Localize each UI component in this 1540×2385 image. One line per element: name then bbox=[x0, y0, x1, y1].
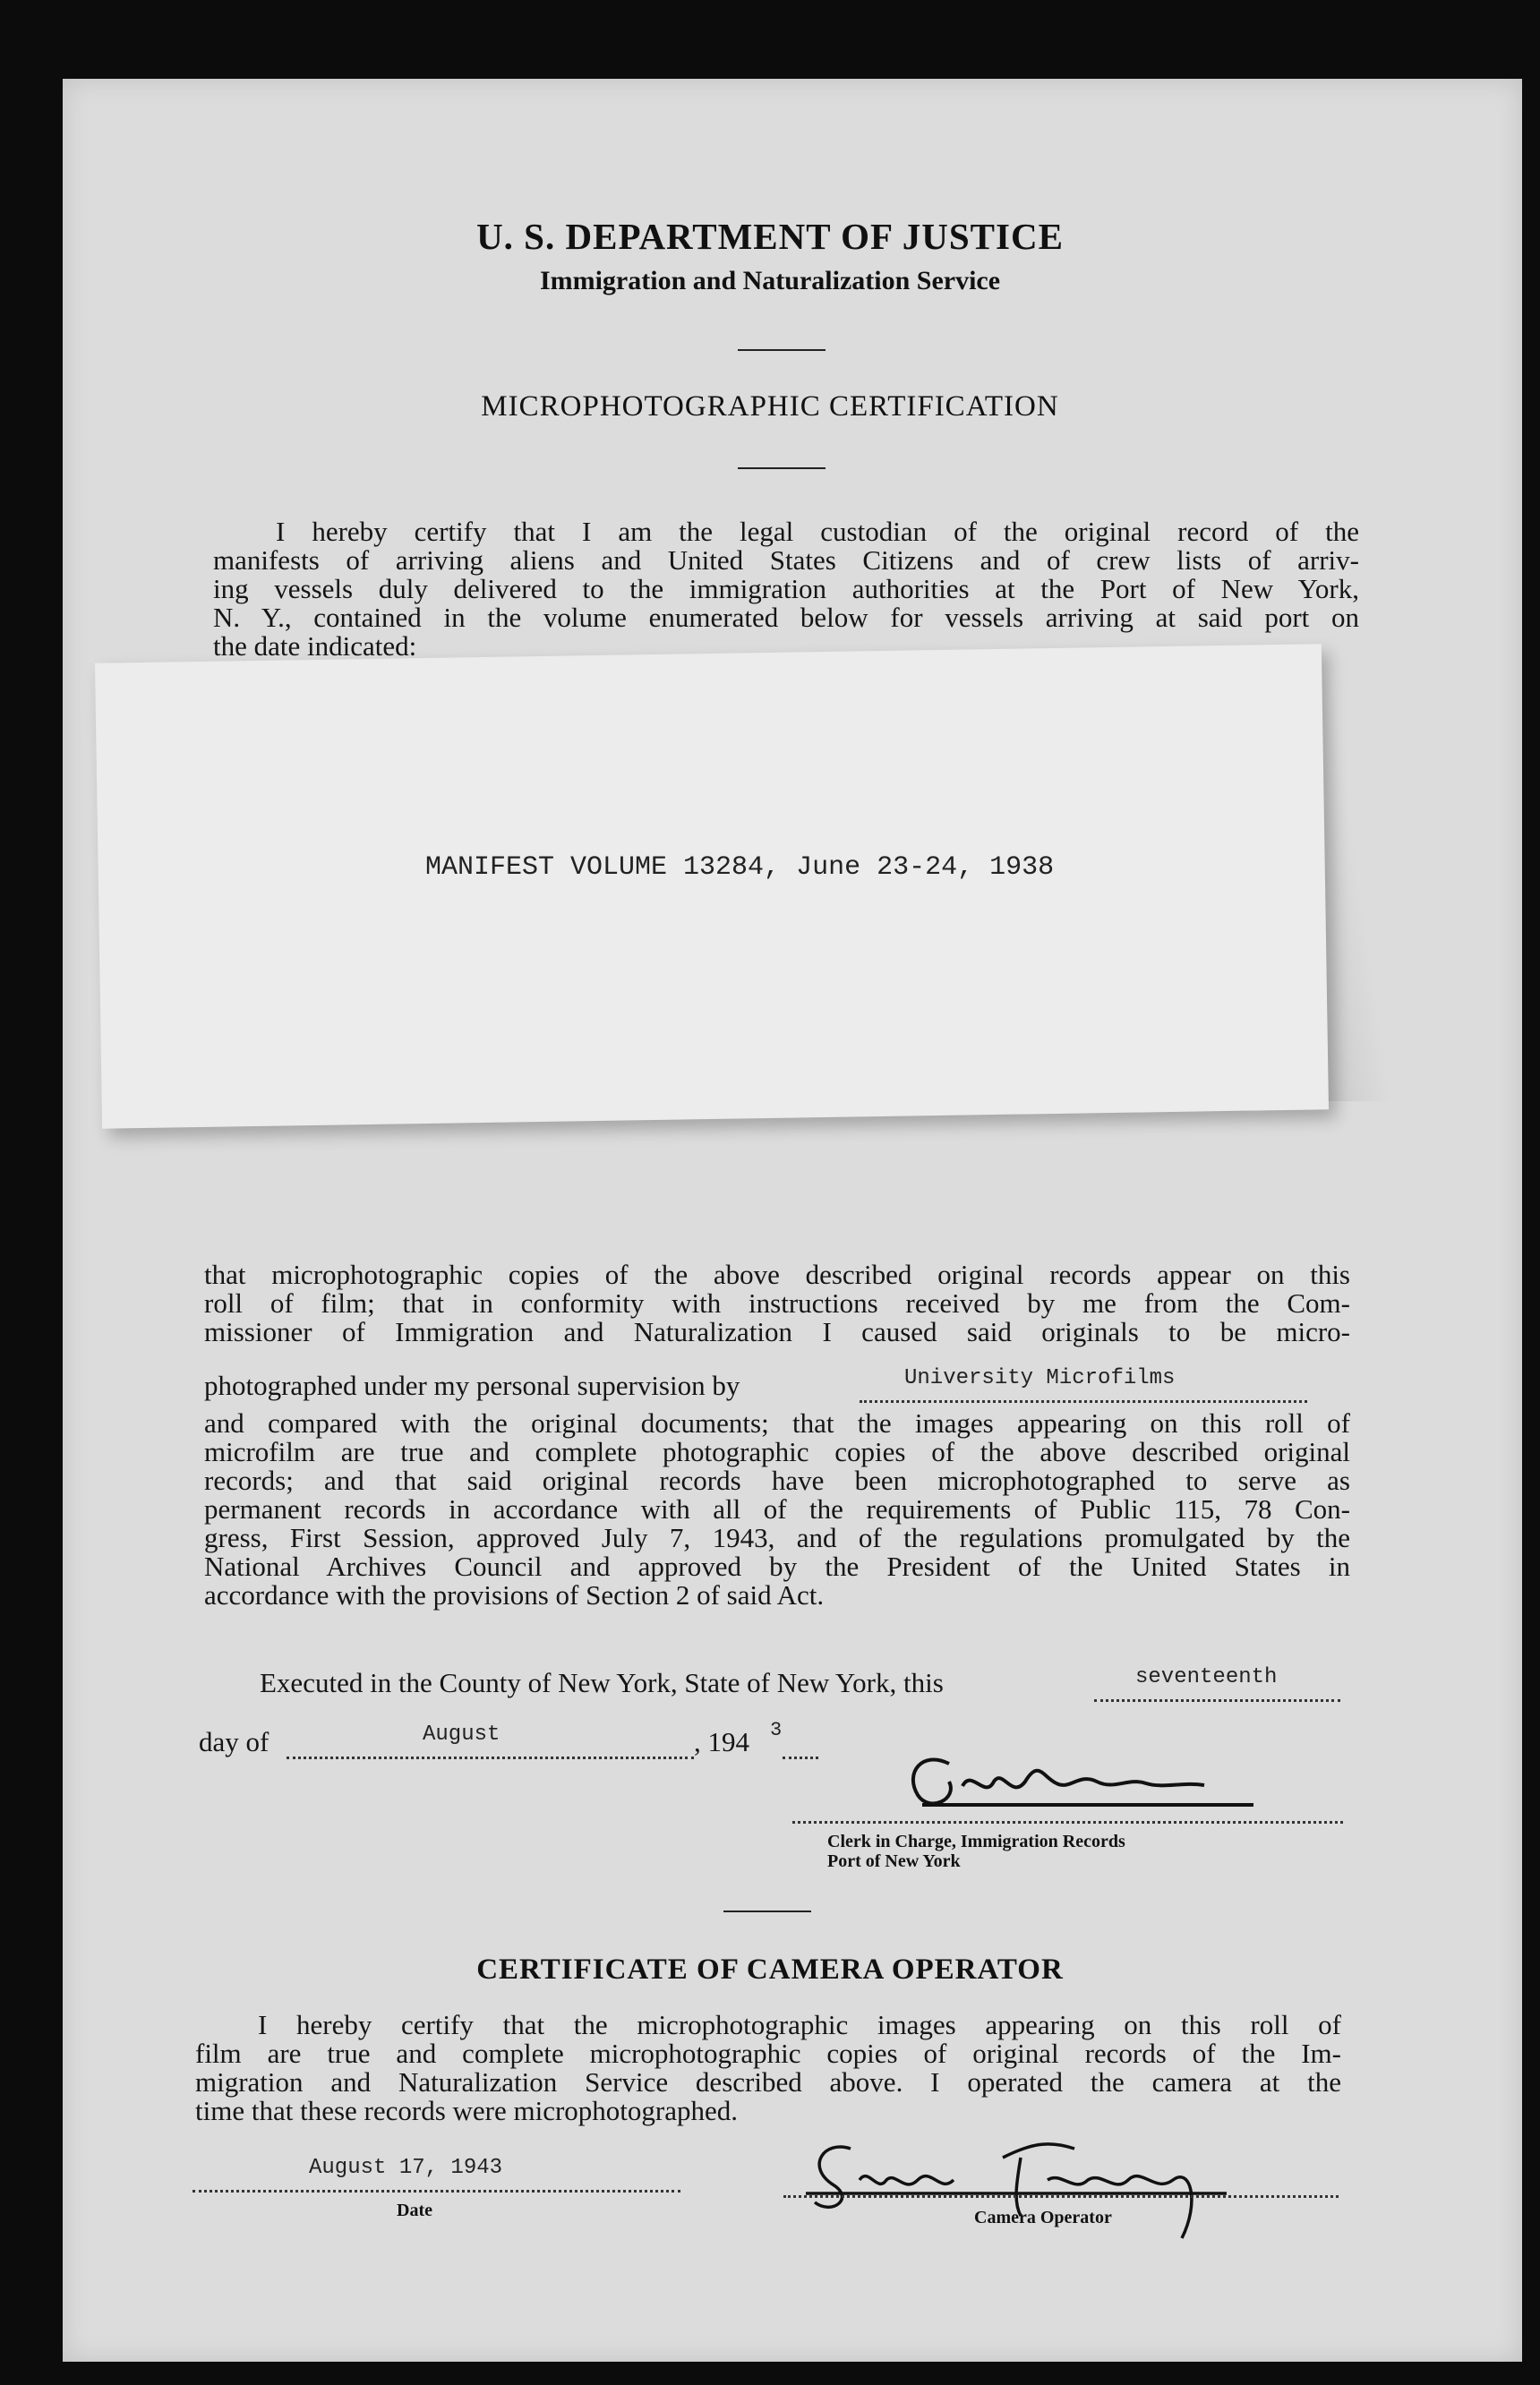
intro-line: the date indicated: bbox=[213, 630, 417, 662]
body-line: accordance with the provisions of Section 2 of said Act. bbox=[204, 1579, 825, 1611]
operator-title-label: Camera Operator bbox=[974, 2208, 1112, 2227]
operator-signature-graphic bbox=[779, 2131, 1280, 2256]
operator-line: time that these records were microphotographed. bbox=[195, 2095, 738, 2126]
intro-line: N. Y., contained in the volume enumerated below for vessels arriving at said port on bbox=[213, 602, 1359, 633]
clerk-signature-line bbox=[792, 1821, 1343, 1824]
manifest-slip bbox=[95, 644, 1329, 1128]
operator-line: film are true and complete microphotographic copies of original records of the Im- bbox=[195, 2038, 1341, 2069]
supervision-dotted-line bbox=[860, 1400, 1307, 1403]
year-digit: 3 bbox=[770, 1719, 783, 1741]
clerk-title bbox=[827, 1832, 1125, 1871]
camera-operator-paragraph bbox=[195, 2011, 1341, 2125]
operator-signature bbox=[779, 2131, 1280, 2256]
operator-date-value: August 17, 1943 bbox=[309, 2156, 503, 2180]
day-value: seventeenth bbox=[1135, 1665, 1278, 1689]
department-heading: U. S. DEPARTMENT OF JUSTICE bbox=[476, 216, 1064, 257]
clerk-title-line: Clerk in Charge, Immigration Records bbox=[827, 1832, 1125, 1851]
body-line: gress, First Session, approved July 7, 1943, and of the regulations promulgated by the bbox=[204, 1522, 1350, 1553]
service-subheading: Immigration and Naturalization Service bbox=[539, 266, 1001, 295]
divider-rule bbox=[723, 1911, 811, 1912]
operator-line: migration and Naturalization Service described above. I operated the camera at the bbox=[195, 2066, 1341, 2098]
body-line: microfilm are true and complete photographic copies of the above described original bbox=[204, 1436, 1350, 1467]
body-line: that microphotographic copies of the above described original records appear on this bbox=[204, 1259, 1350, 1290]
intro-line: I hereby certify that I am the legal custodian of the original record of the bbox=[276, 516, 1359, 547]
month-dotted-line bbox=[287, 1757, 694, 1759]
divider-rule bbox=[738, 349, 826, 351]
body-line: roll of film; that in conformity with instructions received by me from the Com- bbox=[204, 1287, 1350, 1319]
body-line: and compared with the original documents; that the images appearing on this roll of bbox=[204, 1407, 1350, 1439]
year-dotted-line bbox=[783, 1757, 818, 1759]
year-prefix: , 194 bbox=[694, 1726, 749, 1757]
month-value: August bbox=[423, 1722, 500, 1747]
intro-line: manifests of arriving aliens and United States Citizens and of crew lists of arriv- bbox=[213, 544, 1359, 576]
clerk-title-line: Port of New York bbox=[827, 1851, 961, 1871]
manifest-volume-text: MANIFEST VOLUME 13284, June 23-24, 1938 bbox=[425, 852, 1055, 883]
body-paragraph-continued bbox=[204, 1409, 1350, 1610]
divider-rule bbox=[738, 467, 826, 469]
intro-line: ing vessels duly delivered to the immigration authorities at the Port of New York, bbox=[213, 573, 1359, 604]
supervision-value: University Microfilms bbox=[904, 1366, 1176, 1390]
day-dotted-line bbox=[1094, 1699, 1340, 1702]
executed-prefix: Executed in the County of New York, State of New York, this bbox=[260, 1667, 944, 1698]
certification-title: MICROPHOTOGRAPHIC CERTIFICATION bbox=[481, 390, 1059, 423]
body-line: records; and that said original records have been microphotographed to serve as bbox=[204, 1465, 1350, 1496]
supervision-line bbox=[204, 1370, 740, 1402]
intro-paragraph bbox=[213, 517, 1359, 661]
operator-date-line bbox=[192, 2190, 680, 2193]
body-line: missioner of Immigration and Naturalization I caused said originals to be micro- bbox=[204, 1316, 1350, 1347]
clerk-signature-graphic bbox=[886, 1746, 1280, 1826]
body-line: permanent records in accordance with all of the requirements of Public 115, 78 Con- bbox=[204, 1493, 1350, 1525]
camera-operator-heading: CERTIFICATE OF CAMERA OPERATOR bbox=[476, 1953, 1064, 1986]
clerk-signature bbox=[886, 1746, 1280, 1826]
body-line: National Archives Council and approved by the President of the United States in bbox=[204, 1551, 1350, 1582]
body-paragraph bbox=[204, 1261, 1350, 1346]
operator-date-label: Date bbox=[397, 2201, 432, 2220]
operator-signature-line bbox=[783, 2195, 1339, 2198]
operator-line: I hereby certify that the microphotographic images appearing on this roll of bbox=[258, 2009, 1341, 2040]
supervision-prefix: photographed under my personal supervision by bbox=[204, 1370, 740, 1401]
day-of-label: day of bbox=[199, 1726, 270, 1757]
